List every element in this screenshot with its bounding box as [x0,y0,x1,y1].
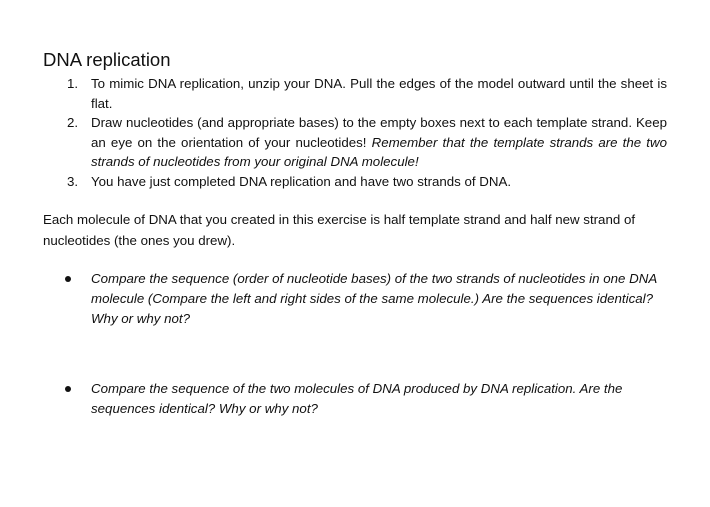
explanation-paragraph: Each molecule of DNA that you created in this exercise is half template strand and half new strand of nucleotides (the ones you drew). [43,212,636,248]
document-title: DNA replication [43,49,171,70]
question-item-1 [43,269,667,329]
question-text: Compare the sequence of the two molecules of DNA produced by DNA replication. Are the sequences identical? Why or why not? [91,381,623,416]
question-text: Compare the sequence (order of nucleotide bases) of the two strands of nucleotides in one DNA molecule (Compare the left and right sides of the same molecule.) Are the sequences identical? Why or why not? [91,271,657,326]
step-item-1 [43,74,667,113]
bullet-icon [65,276,71,282]
step-text: You have just completed DNA replication and have two strands of DNA. [91,173,512,189]
bullet-icon [65,386,71,392]
step-number: 1. [67,76,79,91]
step-number: 3. [67,173,79,189]
questions-list [43,269,667,419]
step-text: Draw nucleotides (and appropriate bases) to the empty boxes next to each template strand. Keep an eye on the orientation of your nucleotides! [91,115,667,150]
question-item-2 [43,379,667,419]
step-emphasis: Remember that the template strands are the two strands of nucleotides from your original DNA molecule! [91,134,667,169]
step-number: 2. [67,115,79,130]
step-item-2 [43,113,667,172]
steps-list [43,74,667,191]
document-page [43,48,667,419]
step-text: To mimic DNA replication, unzip your DNA. Pull the edges of the model outward until the sheet is flat. [91,76,667,111]
step-item-3 [43,172,667,192]
